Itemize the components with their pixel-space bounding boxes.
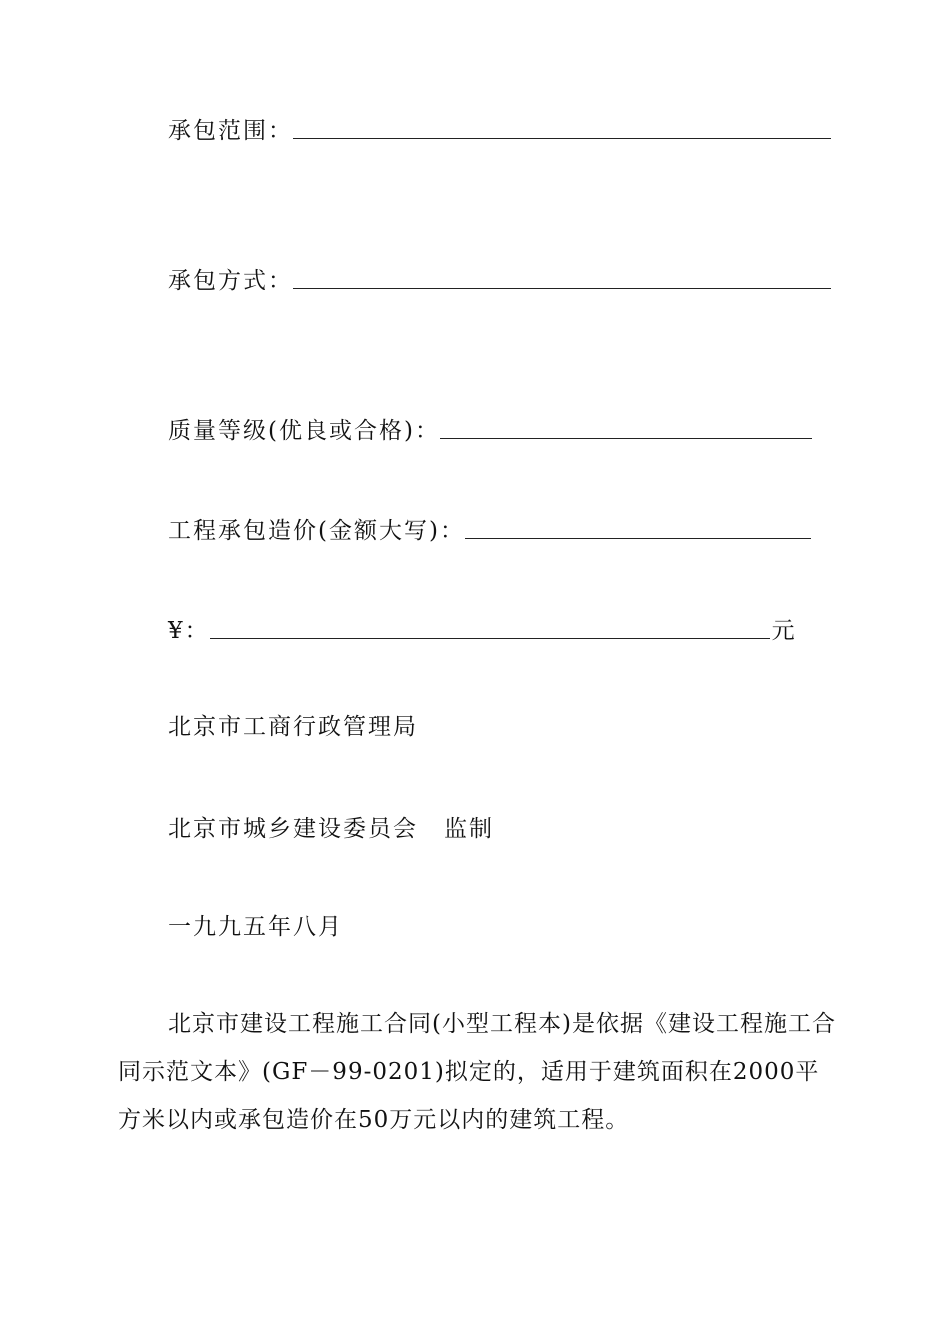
method-label: 承包方式： (168, 268, 293, 294)
amount-unit: 元 (771, 618, 797, 644)
issuer-org-1: 北京市工商行政管理局 (168, 714, 418, 740)
amount-blank (210, 637, 770, 639)
method-blank (293, 287, 831, 289)
price-blank (465, 537, 811, 539)
scope-label: 承包范围： (168, 118, 293, 144)
issue-date (168, 908, 343, 941)
amount-label: ¥： (168, 618, 210, 644)
intro-paragraph: 北京市建设工程施工合同(小型工程本)是依据《建设工程施工合同示范文本》(GF－99-0201)拟定的，适用于建筑面积在2000平方米以内或承包造价在50万元以内的建筑工程。 (118, 1011, 836, 1133)
issuer-org-2: 北京市城乡建设委员会 (168, 816, 418, 842)
issuer-line-1 (168, 708, 418, 741)
quality-field (168, 412, 812, 445)
scope-blank (293, 137, 831, 139)
price-field (168, 512, 811, 545)
quality-label: 质量等级(优良或合格)： (168, 418, 440, 444)
issue-date-text: 一九九五年八月 (168, 914, 343, 940)
issuer-line-2 (168, 810, 494, 843)
method-field (168, 262, 831, 295)
amount-field (168, 612, 797, 645)
issuer-role: 监制 (444, 816, 494, 842)
price-label: 工程承包造价(金额大写)： (168, 518, 465, 544)
quality-blank (440, 437, 812, 439)
scope-field (168, 112, 831, 145)
